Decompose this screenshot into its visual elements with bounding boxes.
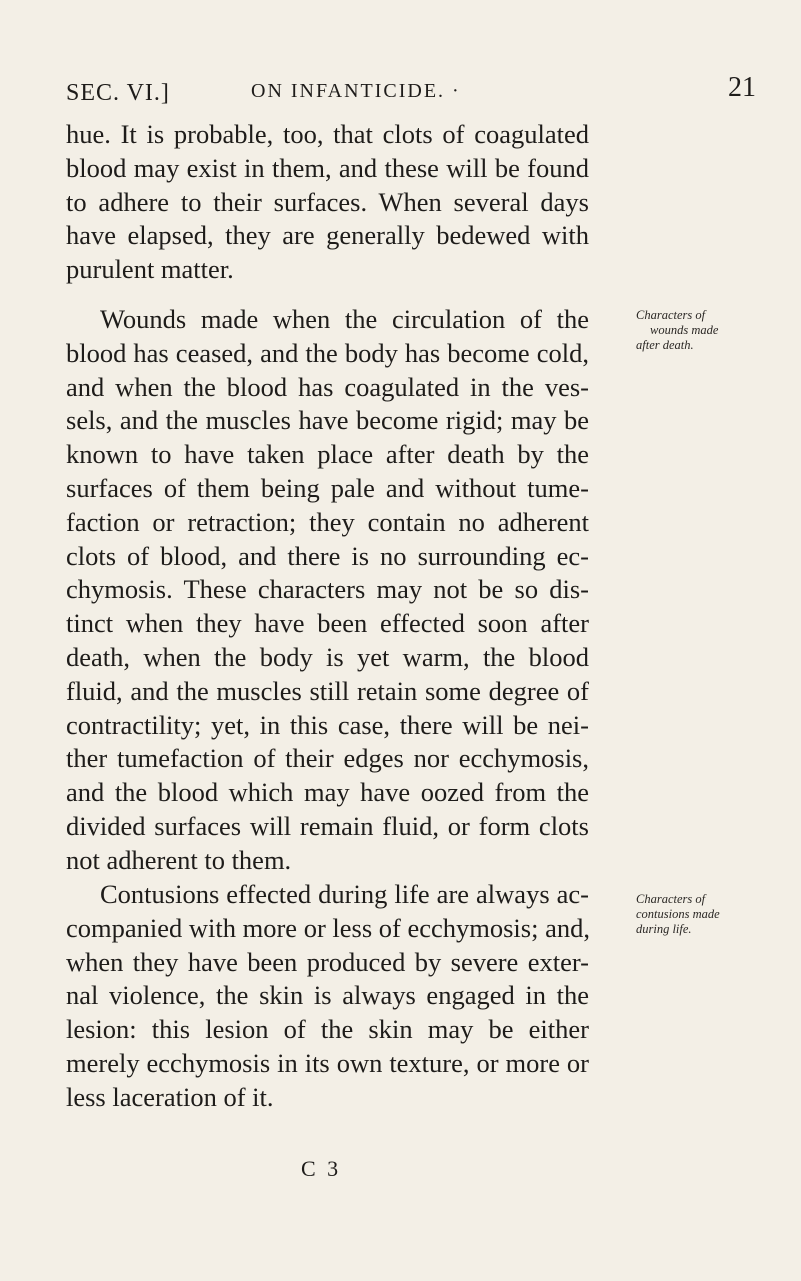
text-line: and when the blood has coagulated in the ves- — [66, 371, 589, 402]
text-line: merely ecchymosis in its own texture, or more or — [66, 1047, 589, 1078]
text-line: surfaces of them being pale and without tume- — [66, 472, 589, 503]
text-line: to adhere to their surfaces. When several days — [66, 186, 589, 217]
text-line: hue. It is probable, too, that clots of coagulated — [66, 119, 589, 149]
text-line: blood may exist in them, and these will be found — [66, 152, 589, 183]
text-line: have elapsed, they are generally bedewed with — [66, 220, 589, 251]
text-line: Wounds made when the circulation of the — [100, 304, 589, 334]
text-line: nal violence, the skin is always engaged in the — [66, 980, 589, 1011]
side-note-line: contusions made — [636, 907, 720, 921]
text-line: contractility; yet, in this case, there will be nei- — [66, 709, 589, 740]
running-head — [66, 72, 756, 108]
text-line: tinct when they have been effected soon after — [66, 608, 589, 639]
text-line: and the blood which may have oozed from the — [66, 777, 589, 808]
text-line: faction or retraction; they contain no adherent — [66, 506, 589, 537]
text-line: companied with more or less of ecchymosis; and, — [66, 912, 590, 943]
side-note-line: Characters of — [636, 308, 706, 322]
text-line: chymosis. These characters may not be so dis- — [66, 574, 589, 605]
side-note-line: after death. — [636, 338, 694, 352]
section-label: SEC. VI.] — [66, 80, 170, 106]
signature-mark: C 3 — [301, 1156, 342, 1181]
text-line: clots of blood, and there is no surrounding ec- — [66, 540, 589, 571]
side-note-line: during life. — [636, 922, 692, 936]
side-note-contusions-during-life — [636, 892, 760, 937]
side-note-line: Characters of — [636, 892, 706, 906]
text-line: death, when the body is yet warm, the blood — [66, 641, 589, 672]
text-line: less laceration of it. — [66, 1081, 274, 1112]
text-line: sels, and the muscles have become rigid; may be — [66, 405, 589, 436]
text-line: not adherent to them. — [66, 844, 292, 875]
text-line: blood has ceased, and the body has become cold, — [66, 337, 589, 368]
text-line: Contusions effected during life are always ac- — [100, 879, 589, 909]
text-line: divided surfaces will remain fluid, or form clots — [66, 810, 589, 841]
paragraph-2 — [66, 303, 589, 878]
running-title: ON INFANTICIDE. · — [251, 80, 461, 102]
paragraph-3 — [66, 878, 589, 1115]
text-line: fluid, and the muscles still retain some degree of — [66, 675, 589, 706]
page-number: 21 — [728, 72, 756, 103]
text-line: purulent matter. — [66, 254, 234, 285]
paragraph-1 — [66, 118, 589, 287]
text-line: lesion: this lesion of the skin may be either — [66, 1014, 589, 1045]
text-line: known to have taken place after death by the — [66, 439, 589, 470]
side-note-wounds-after-death — [636, 308, 760, 353]
text-line: ther tumefaction of their edges nor ecchymosis, — [66, 743, 589, 774]
side-note-line: wounds made — [650, 323, 719, 337]
text-line: when they have been produced by severe exter- — [66, 946, 589, 977]
